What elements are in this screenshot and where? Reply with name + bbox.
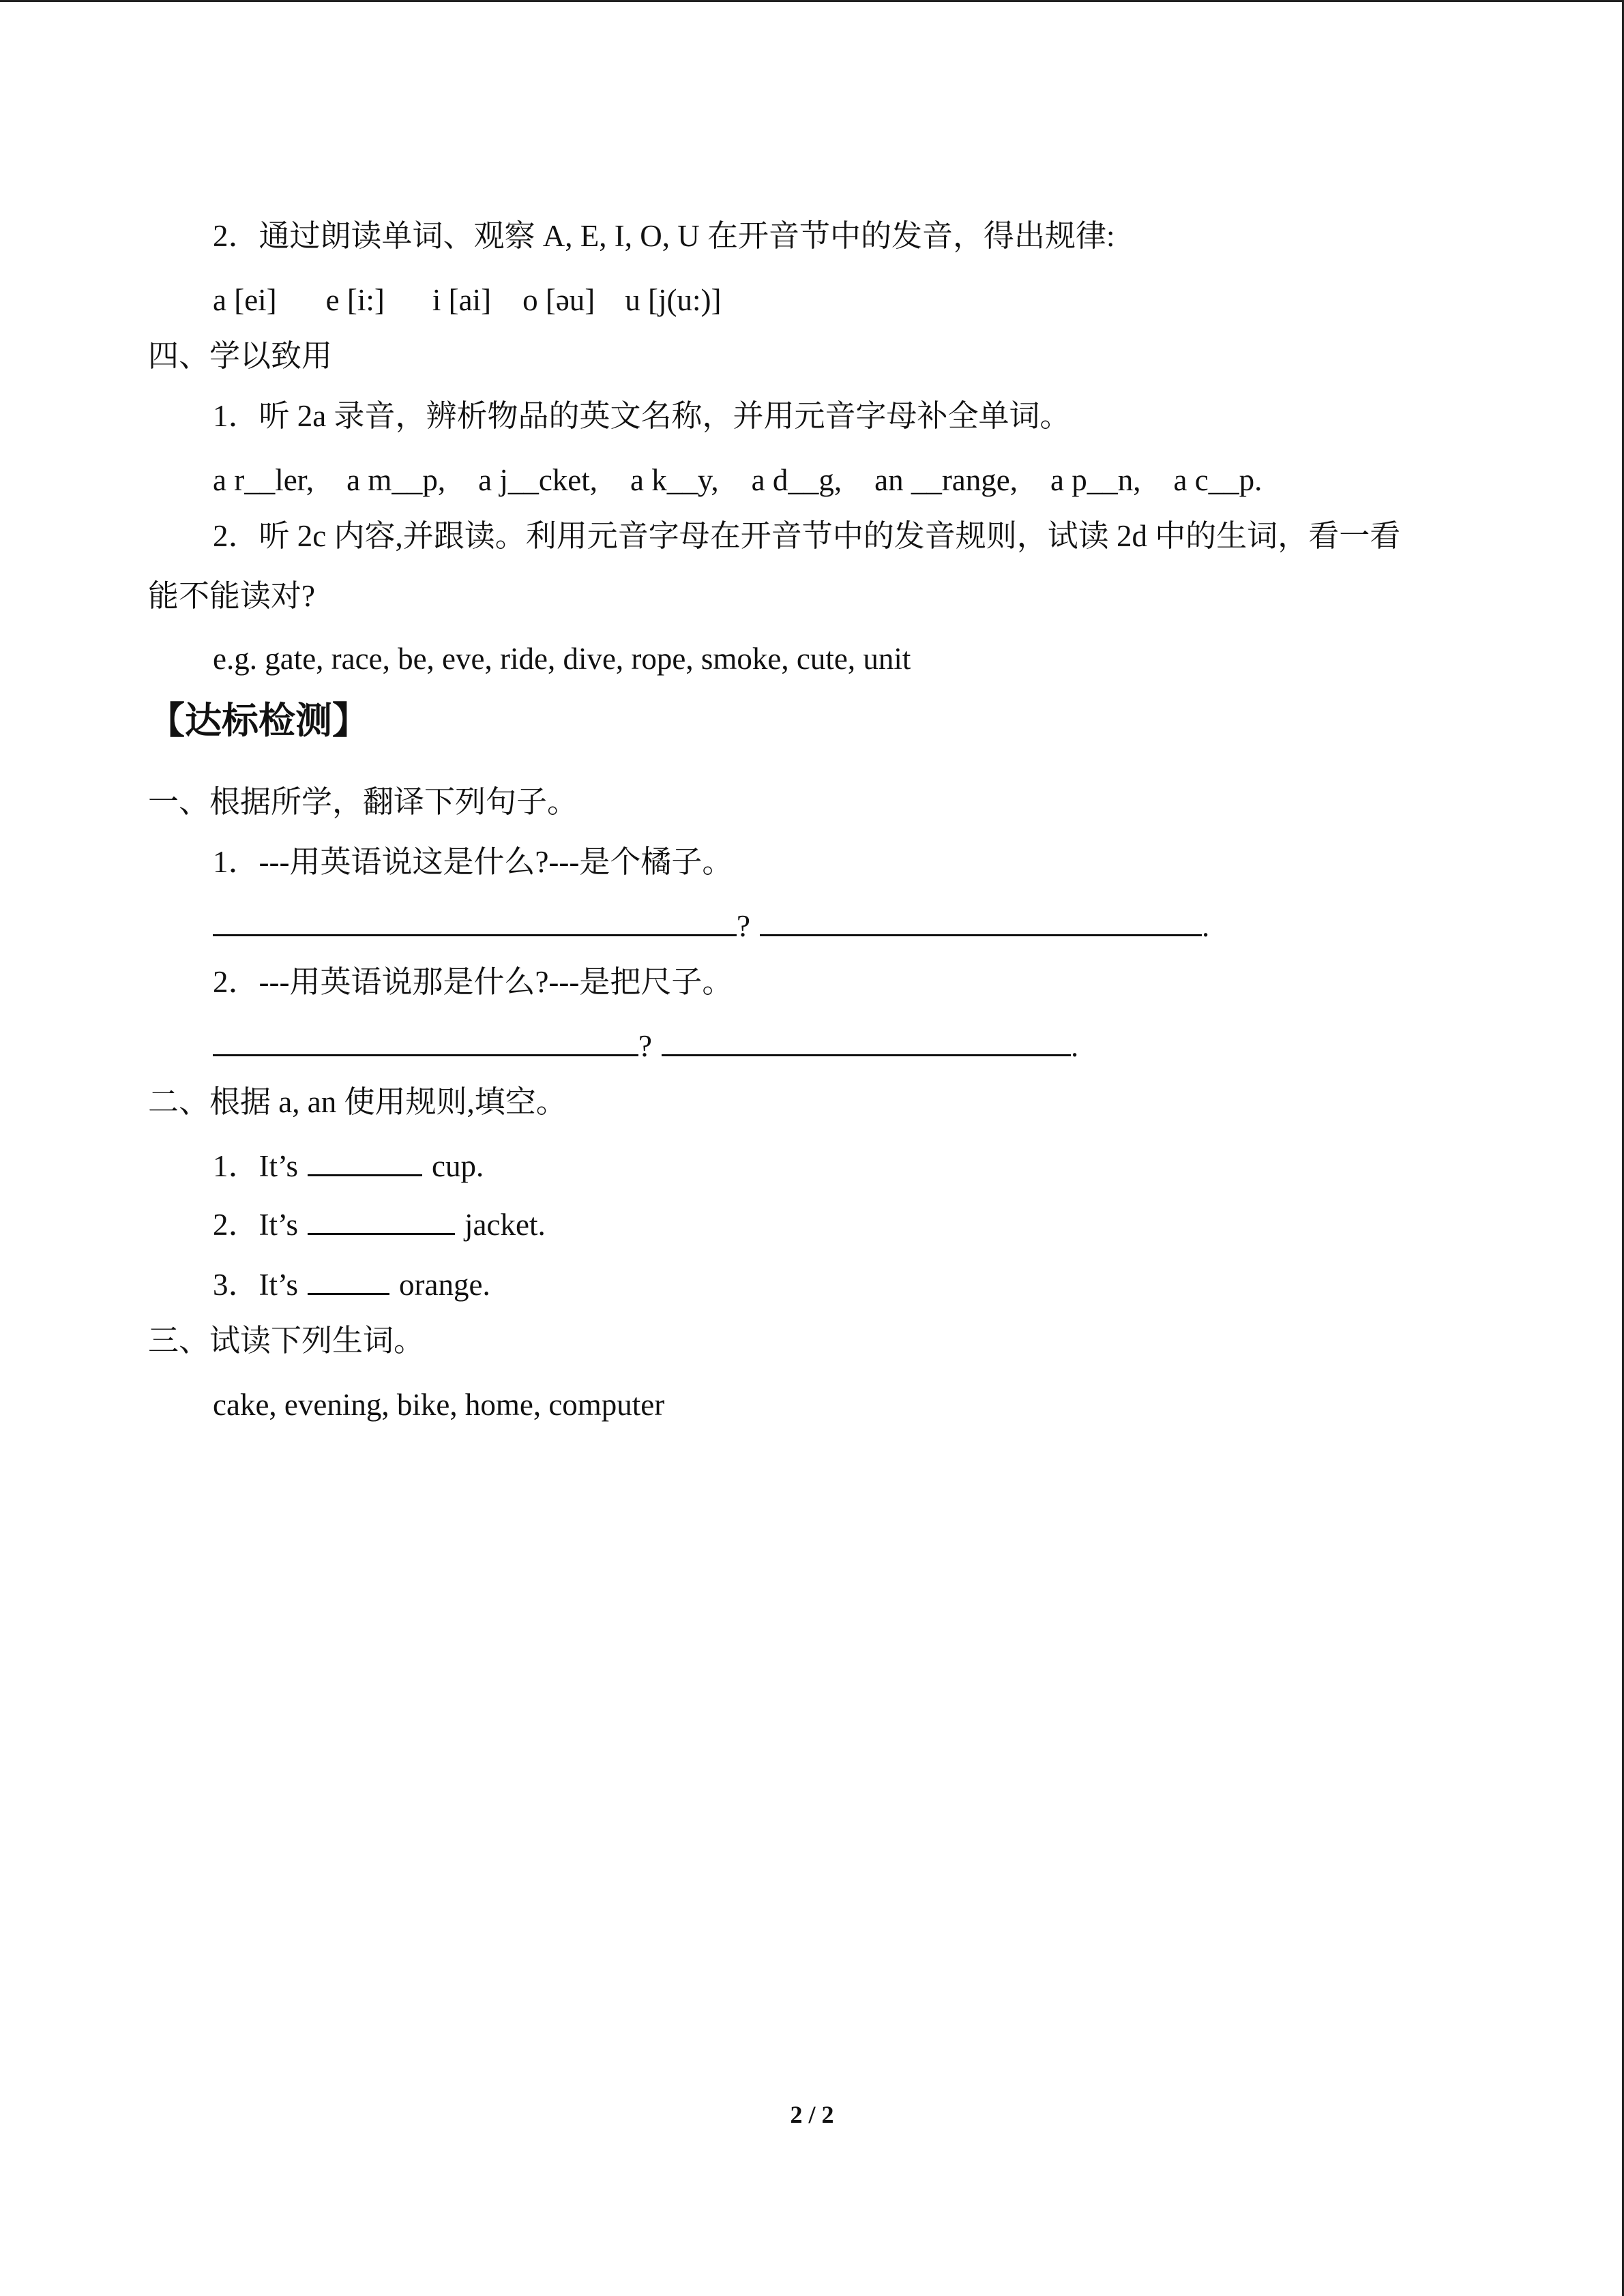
- q1-prefix: 1．It’s: [213, 1149, 299, 1183]
- answer-blank[interactable]: [308, 1203, 455, 1235]
- section4-heading: 四、学以致用: [148, 339, 333, 373]
- phonetic-a: a [ei]: [213, 283, 277, 317]
- assessment-title: 【达标检测】: [148, 699, 369, 742]
- part1-heading: 一、根据所学，翻译下列句子。: [148, 785, 578, 819]
- section3-item2-text: 2．通过朗读单词、观察 A, E, I, O, U 在开音节中的发音，得出规律:: [213, 219, 1115, 253]
- q1-separator: ?: [737, 909, 750, 943]
- part2-q1: [213, 1144, 484, 1187]
- part1-q2-answer: [213, 1024, 1078, 1067]
- answer-blank[interactable]: [213, 904, 737, 936]
- word-jacket: a j__cket,: [478, 463, 598, 497]
- phonetic-o: o [əu]: [522, 283, 595, 317]
- section4-item2-line1: 2．听 2c 内容,并跟读。利用元音字母在开音节中的发音规则，试读 2d 中的生词，看一看: [213, 519, 1401, 553]
- q2-end: .: [1070, 1029, 1079, 1063]
- word-ruler: a r__ler,: [213, 463, 314, 497]
- part3-words: cake, evening, bike, home, computer: [213, 1388, 665, 1422]
- phonetic-e: e [i:]: [325, 283, 385, 317]
- word-orange: an __range,: [874, 463, 1018, 497]
- answer-blank[interactable]: [308, 1144, 422, 1176]
- word-cup: a c__p.: [1173, 463, 1263, 497]
- part2-q3: [213, 1263, 490, 1305]
- q2-prefix: 2．It’s: [213, 1208, 299, 1242]
- part2-heading: 二、根据 a, an 使用规则,填空。: [148, 1085, 567, 1119]
- part3-heading: 三、试读下列生词。: [148, 1324, 425, 1358]
- answer-blank[interactable]: [760, 904, 1202, 936]
- word-map: a m__p,: [346, 463, 446, 497]
- q3-suffix: orange.: [399, 1268, 490, 1302]
- section4-item1: 1．听 2a 录音，辨析物品的英文名称，并用元音字母补全单词。: [213, 399, 1071, 433]
- page-number: 2 / 2: [790, 2101, 834, 2128]
- answer-blank[interactable]: [662, 1024, 1071, 1056]
- phonetic-i: i [ai]: [432, 283, 492, 317]
- q1-suffix: cup.: [432, 1149, 484, 1183]
- phonetic-rules: [213, 280, 721, 320]
- answer-blank[interactable]: [213, 1024, 638, 1056]
- q1-end: .: [1201, 909, 1210, 943]
- section4-example: e.g. gate, race, be, eve, ride, dive, rope, smoke, cute, unit: [213, 642, 911, 676]
- q3-prefix: 3．It’s: [213, 1268, 299, 1302]
- part2-q2: [213, 1203, 546, 1245]
- section4-item2-line2: 能不能读对?: [148, 579, 315, 613]
- phonetic-u: u [j(u:)]: [625, 283, 722, 317]
- q2-separator: ?: [638, 1029, 652, 1063]
- answer-blank[interactable]: [308, 1263, 389, 1295]
- part1-q2: 2．---用英语说那是什么?---是把尺子。: [213, 965, 733, 999]
- q2-suffix: jacket.: [464, 1208, 546, 1242]
- word-key: a k__y,: [630, 463, 719, 497]
- page-border-top: [0, 0, 1624, 2]
- part1-q1-answer: [213, 904, 1209, 946]
- word-pen: a p__n,: [1050, 463, 1141, 497]
- part1-q1: 1．---用英语说这是什么?---是个橘子。: [213, 845, 733, 879]
- word-dog: a d__g,: [751, 463, 842, 497]
- vowel-fill-words: [213, 460, 1262, 501]
